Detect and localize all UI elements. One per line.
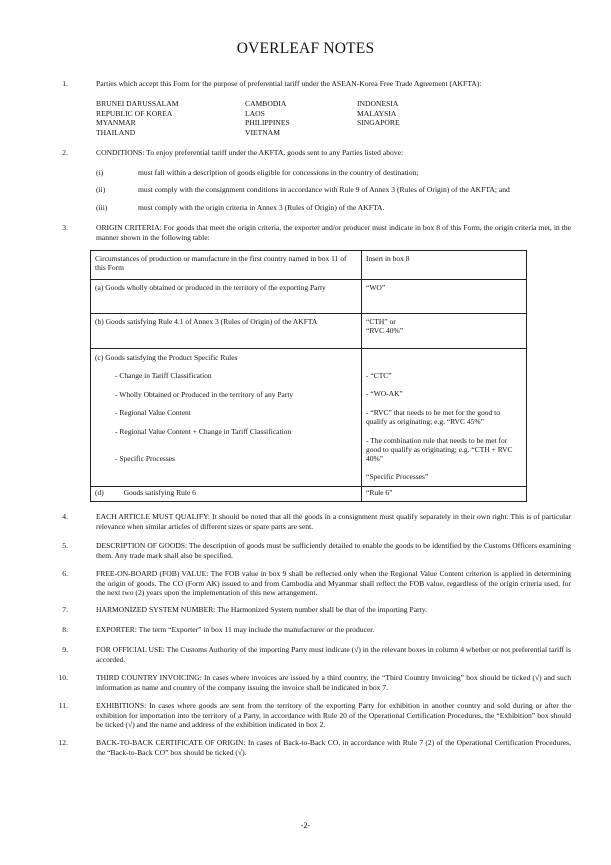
row-c-insert-item: - “CTC” [366,371,392,380]
country-name: REPUBLIC OF KOREA [96,108,173,118]
table-header-right: Insert in box 8 [362,251,527,280]
note-12-number: 12. [58,738,68,747]
note-3-number: 3. [62,223,68,232]
row-a-insert: “WO” [362,280,527,314]
table-row [91,280,527,314]
page-title: OVERLEAF NOTES [236,40,375,57]
note-12-text: BACK-TO-BACK CERTIFICATE OF ORIGIN: In cases of Back-to-Back CO, in accordance with Rule 7 (2) of the Operational Certification Procedures, the “Back-to-Back CO” box should be ticked (√). [96,738,571,757]
row-c-insert-item: - “RVC” that needs to be met for the good to qualify as originating; e.g. “RVC 45%” [366,407,500,427]
condition-text: must comply with the origin criteria in Annex 3 (Rules of Origin) of the AKFTA. [138,203,385,212]
condition-label: (i) [96,168,104,177]
note-8-number: 8. [62,625,68,634]
note-2-number: 2. [62,148,68,157]
note-5-number: 5. [62,541,68,550]
table-row [91,349,527,487]
row-c-sub-item: - Change in Tariff Classification [115,371,212,381]
country-name: VIETNAM [245,127,281,137]
country-name: SINGAPORE [357,118,400,127]
country-column-3 [357,99,467,128]
row-d-circumstance [91,487,362,502]
row-b-insert-line: “RVC 40%” [366,326,404,336]
country-name: LAOS [245,108,265,118]
note-2-text: CONDITIONS: To enjoy preferential tariff under the AKFTA, goods sent to any Parties listed above: [96,148,404,157]
row-c-sub-item: - Wholly Obtained or Produced in the territory of any Party [115,389,294,399]
note-10-number: 10. [58,673,68,682]
row-c-circumstance [91,349,362,487]
country-name: BRUNEI DARUSSALAM [96,99,179,108]
note-11-number: 11. [58,701,68,710]
row-c-insert [362,349,527,487]
row-b-insert-line: “CTH” or [366,317,396,326]
table-row [91,314,527,349]
origin-criteria-table [90,250,527,502]
row-d-text: Goods satisfying Rule 6 [123,488,196,497]
row-c-sub-item: - Regional Value Content + Change in Tariff Classification [115,426,292,436]
note-3-text: ORIGIN CRITERIA: For goods that meet the origin criteria, the exporter and/or producer must indicate in box 8 of this Form, the origin criteria met, in the manner shown in the following table: [96,223,571,242]
country-column-2 [245,99,355,137]
country-name: THAILAND [96,127,136,137]
table-row [91,487,527,502]
row-d-insert: “Rule 6” [362,487,527,502]
country-name: MYANMAR [96,118,136,127]
note-1-number: 1. [62,79,68,88]
note-1-text: Parties which accept this Form for the purpose of preferential tariff under the ASEAN-Korea Free Trade Agreement (AKFTA): [96,79,482,88]
table-header-row [91,251,527,280]
condition-label: (iii) [96,203,108,212]
note-5-text: DESCRIPTION OF GOODS: The description of goods must be sufficiently detailed to enable the goods to be identified by the Customs Officers examining them. Any trade mark shall also be specified. [96,541,571,560]
row-c-sub-item: - Regional Value Content [115,408,191,418]
row-a-circumstance: (a) Goods wholly obtained or produced in the territory of the exporting Party [91,280,362,314]
country-name: PHILIPPINES [245,118,290,127]
row-d-label: (d) [95,488,104,497]
note-7-text: HARMONIZED SYSTEM NUMBER: The Harmonized System number shall be that of the importing Party. [96,605,427,614]
row-b-insert [362,314,527,349]
note-6-text: FREE-ON-BOARD (FOB) VALUE: The FOB value in box 9 shall be reflected only when the Regional Value Content criterion is applied in determining the origin of goods. The CO (Form AK) issued to and from Cambodia and Myanmar shall reflect the FOB value, regardless of the origin criteria used, for the next two (2) years upon the implementation of this new arrangement. [96,569,571,598]
row-c-insert-item: - The combination rule that needs to be met for good to qualify as originating; e.g. “CTH + RVC 40%” [366,435,513,464]
condition-text: must fall within a description of goods eligible for concessions in the country of destination; [138,168,419,177]
row-c-title: (c) Goods satisfying the Product Specific Rules [95,353,238,362]
country-name: MALAYSIA [357,108,397,118]
condition-label: (ii) [96,185,106,194]
page-number: -2- [300,821,311,830]
note-4-number: 4. [62,512,68,521]
note-10-text: THIRD COUNTRY INVOICING: In cases where invoices are issued by a third country, the “Third Country Invoicing” box should be ticked (√) and such information as name and country of the company issuing the invoice shall be indicated in box 7. [96,673,571,692]
row-b-circumstance: (b) Goods satisfying Rule 4.1 of Annex 3 (Rules of Origin) of the AKFTA [91,314,362,349]
note-11-text: EXHIBITIONS: In cases where goods are sent from the territory of the exporting Party for exhibition in another country and sold during or after the exhibition for importation into the territory of a Party, in accordance with Rule 20 of the Operational Certification Procedures, the “Exhibition” box should be ticked (√) and the name and address of the exhibition indicated in box 2. [96,701,571,730]
note-6-number: 6. [62,569,68,578]
note-9-number: 9. [62,645,68,654]
note-9-text: FOR OFFICIAL USE: The Customs Authority of the importing Party must indicate (√) in the relevant boxes in column 4 whether or not preferential tariff is accorded. [96,645,571,664]
country-column-1 [96,99,206,137]
note-7-number: 7. [62,605,68,614]
country-name: CAMBODIA [245,99,287,108]
note-4-text: EACH ARTICLE MUST QUALIFY: It should be noted that all the goods in a consignment must qualify separately in their own right. This is of particular relevance when similar articles of different sizes or spare parts are sent. [96,512,571,531]
table-header-left: Circumstances of production or manufacture in the first country named in box 11 of this Form [91,251,362,280]
row-c-insert-item: - “WO-AK” [366,389,403,399]
row-c-insert-item: “Specific Processes” [366,471,429,481]
row-c-sub-item: - Specific Processes [115,454,175,464]
note-8-text: EXPORTER: The term “Exporter” in box 11 may include the manufacturer or the producer. [96,625,375,634]
country-name: INDONESIA [357,99,399,108]
condition-text: must comply with the consignment conditions in accordance with Rule 9 of Annex 3 (Rules of Origin) of the AKFTA; and [138,185,510,194]
